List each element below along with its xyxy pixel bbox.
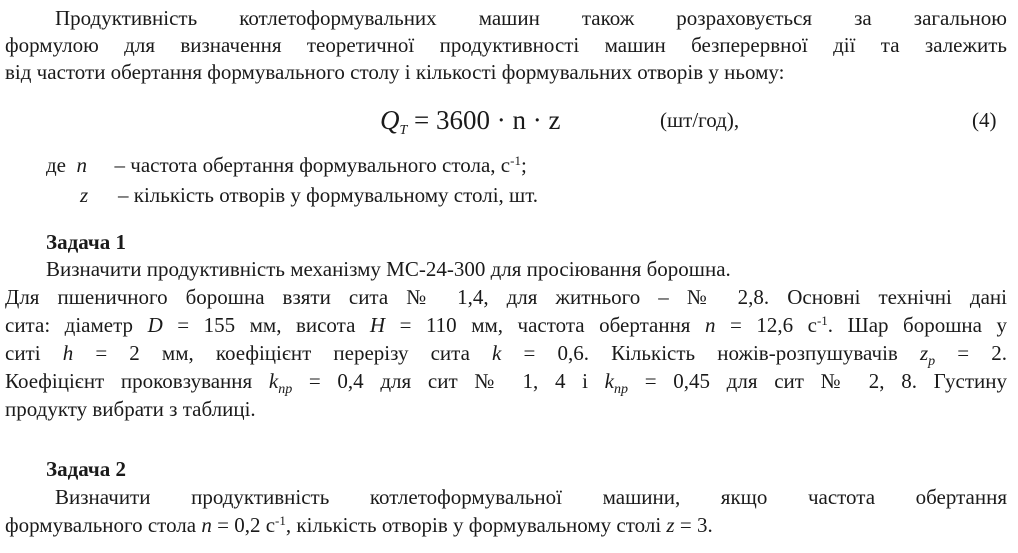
definition-n: де n – частота обертання формувального стола, $с^{-1}$; (46, 153, 527, 177)
task1-heading: Задача 1 (46, 230, 126, 254)
task2-line-1: Визначити продуктивність котлетоформувальної машини, якщо частота обертання (55, 485, 1007, 509)
intro-line-1: Продуктивність котлетоформувальних машин також розраховується за загальною (55, 6, 1007, 30)
formula-number: (4) (972, 108, 997, 132)
formula-expression: $Q_T = 3600 \cdot n \cdot z$ (380, 105, 561, 138)
task1-line-3: сита: діаметр D = 155 мм, висота H = 110 мм, частота обертання n = 12,6 $с^{-1}$. Шар борошна у (5, 313, 1007, 337)
definition-z: z – кількість отворів у формувальному столі, шт. (80, 183, 539, 207)
task1-line-2: Для пшеничного борошна взяти сита № 1,4, для житнього – № 2,8. Основні технічні дані (5, 285, 1007, 309)
formula-4 (0, 103, 1018, 137)
task1-line-5: Коефіцієнт проковзування $k_{пр} = 0,4$ для сит № 1, 4 і $k_{пр} = 0,45$ для сит № 2, 8. Густину (5, 369, 1007, 397)
intro-line-2: формулою для визначення теоретичної продуктивності машин безперервної дії та залежить (5, 33, 1007, 57)
task1-line-6: продукту вибрати з таблиці. (5, 397, 256, 421)
task1-line-1: Визначити продуктивність механізму МС-24-300 для просіювання борошна. (46, 257, 731, 281)
intro-line-3: від частоти обертання формувального столу і кількості формувальних отворів у ньому: (5, 60, 785, 84)
formula-unit: (шт/год), (660, 108, 740, 132)
task1-line-4: ситі h = 2 мм, коефіцієнт перерізу сита k = 0,6. Кількість ножів-розпушувачів $z_p = 2$. (5, 341, 1007, 369)
task2-heading: Задача 2 (46, 457, 126, 481)
task2-line-2: формувального стола n = 0,2 $с^{-1}$, кількість отворів у формувальному столі z = 3. (5, 513, 713, 537)
